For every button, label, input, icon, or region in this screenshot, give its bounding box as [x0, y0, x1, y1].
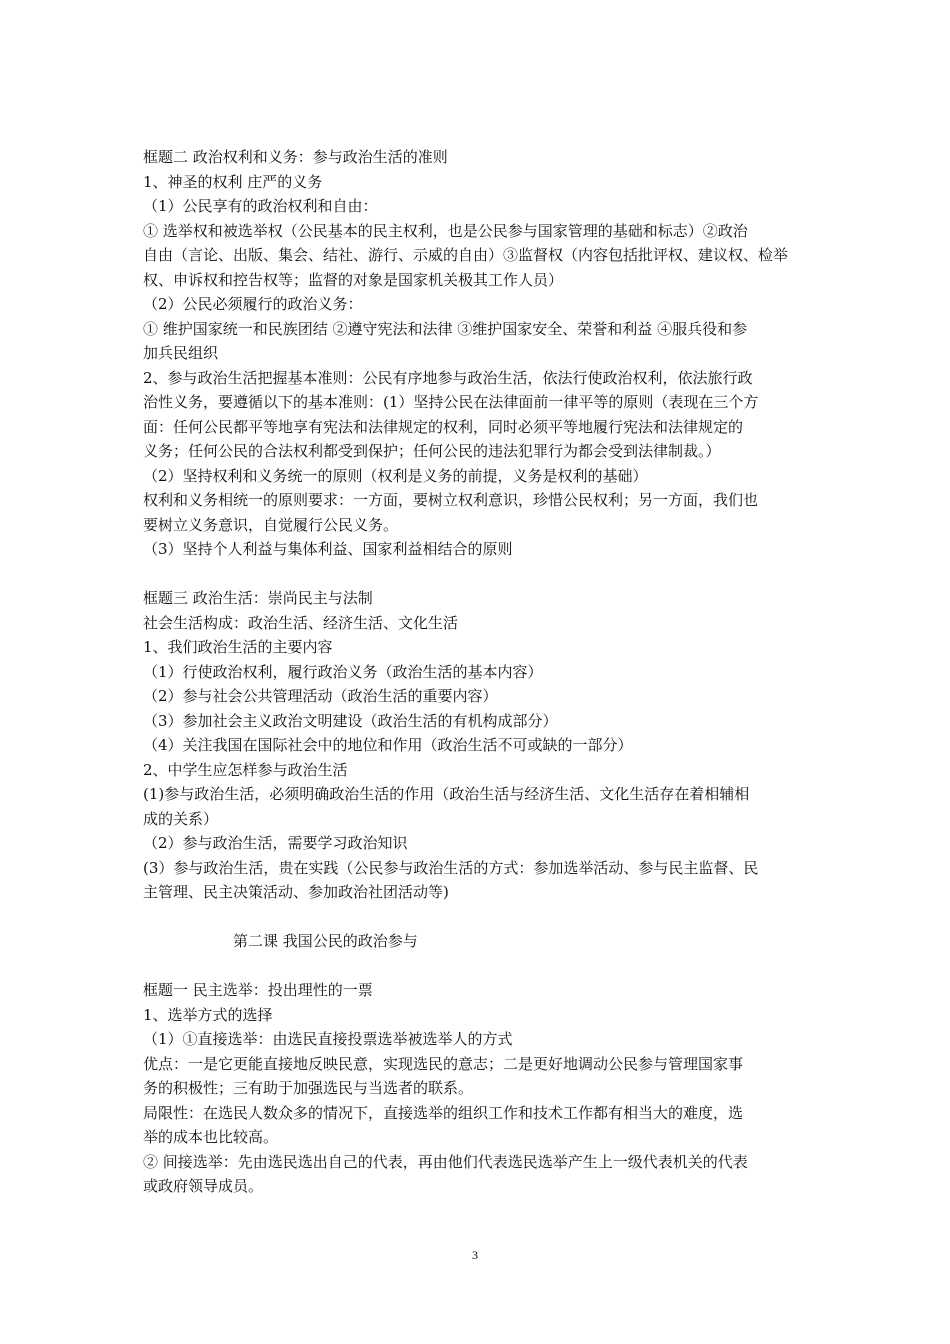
text-line: 社会生活构成：政治生活、经济生活、文化生活: [143, 613, 459, 632]
text-line: 框题一 民主选举：投出理性的一票: [143, 981, 373, 999]
text-line: （1）公民享有的政治权利和自由：: [143, 197, 378, 215]
text-line: ② 间接选举：先由选民选出自己的代表，再由他们代表选民选举产生上一级代表机关的代表: [143, 1152, 748, 1171]
text-line: 权、申诉权和控告权等；监督的对象是国家机关极其工作人员）: [143, 270, 564, 289]
text-line: 治性义务，要遵循以下的基本准则：(1）坚持公民在法律面前一律平等的原则（表现在三个方: [143, 393, 759, 411]
text-line: 1、我们政治生活的主要内容: [143, 638, 333, 656]
text-line: 要树立义务意识，自觉履行公民义务。: [143, 515, 399, 534]
text-line: 加兵民组织: [143, 344, 219, 362]
text-line: 举的成本也比较高。: [143, 1128, 279, 1146]
text-line: 局限性：在选民人数众多的情况下，直接选举的组织工作和技术工作都有相当大的难度，选: [143, 1103, 744, 1122]
text-line: (1)参与政治生活，必须明确政治生活的作用（政治生活与经济生活、文化生活存在着相辅相: [143, 785, 750, 803]
text-line: 2、参与政治生活把握基本准则：公民有序地参与政治生活，依法行使政治权利，依法旅行政: [143, 368, 753, 387]
lesson-title: 第二课 我国公民的政治参与: [233, 932, 418, 950]
text-line: （1）行使政治权利，履行政治义务（政治生活的基本内容）: [143, 662, 543, 681]
blank-line: [143, 562, 811, 587]
text-line: ① 维护国家统一和民族团结 ②遵守宪法和法律 ③维护国家安全、荣誉和利益 ④服兵役和参: [143, 319, 748, 338]
text-line: 1、神圣的权利 庄严的义务: [143, 172, 323, 191]
text-line: 框题三 政治生活：崇尚民主与法制: [143, 589, 373, 607]
text-line: 权利和义务相统一的原则要求：一方面，要树立权利意识，珍惜公民权利；另一方面，我们也: [143, 491, 759, 509]
page-number: 3: [472, 1248, 478, 1262]
text-line: ① 选举权和被选举权（公民基本的民主权利，也是公民参与国家管理的基础和标志）②政治: [143, 221, 748, 240]
blank-line: [143, 905, 811, 930]
text-line: （2）坚持权利和义务统一的原则（权利是义务的前提，义务是权利的基础）: [143, 466, 648, 485]
text-line: 或政府领导成员。: [143, 1177, 264, 1195]
text-line: 1、选举方式的选择: [143, 1005, 273, 1024]
text-line: （2）参与社会公共管理活动（政治生活的重要内容）: [143, 687, 498, 705]
blank-line: [143, 954, 811, 979]
text-line: 自由（言论、出版、集会、结社、游行、示威的自由）③监督权（内容包括批评权、建议权、检举: [143, 246, 789, 264]
text-line: （4）关注我国在国际社会中的地位和作用（政治生活不可或缺的一部分）: [143, 736, 633, 754]
text-line: （3）坚持个人利益与集体利益、国家利益相结合的原则: [143, 540, 513, 558]
text-line: （1）①直接选举：由选民直接投票选举被选举人的方式: [143, 1030, 513, 1048]
text-line: 框题二 政治权利和义务：参与政治生活的准则: [143, 148, 448, 166]
text-line: （2）公民必须履行的政治义务：: [143, 295, 363, 313]
text-line: 优点：一是它更能直接地反映民意，实现选民的意志；二是更好地调动公民参与管理国家事: [143, 1054, 744, 1073]
text-line: 义务；任何公民的合法权利都受到保护；任何公民的违法犯罪行为都会受到法律制裁。）: [143, 442, 721, 460]
document-body: [143, 145, 811, 1199]
text-line: （3）参加社会主义政治文明建设（政治生活的有机构成部分）: [143, 711, 558, 730]
text-line: 面：任何公民都平等地享有宪法和法律规定的权利，同时必须平等地履行宪法和法律规定的: [143, 417, 744, 436]
text-line: (3）参与政治生活，贵在实践（公民参与政治生活的方式：参加选举活动、参与民主监督、民: [143, 858, 759, 877]
text-line: 务的积极性；三有助于加强选民与当选者的联系。: [143, 1079, 474, 1097]
text-line: 成的关系）: [143, 809, 219, 828]
text-line: 主管理、民主决策活动、参加政治社团活动等): [143, 883, 449, 901]
text-line: （2）参与政治生活，需要学习政治知识: [143, 834, 408, 852]
text-line: 2、中学生应怎样参与政治生活: [143, 760, 348, 779]
